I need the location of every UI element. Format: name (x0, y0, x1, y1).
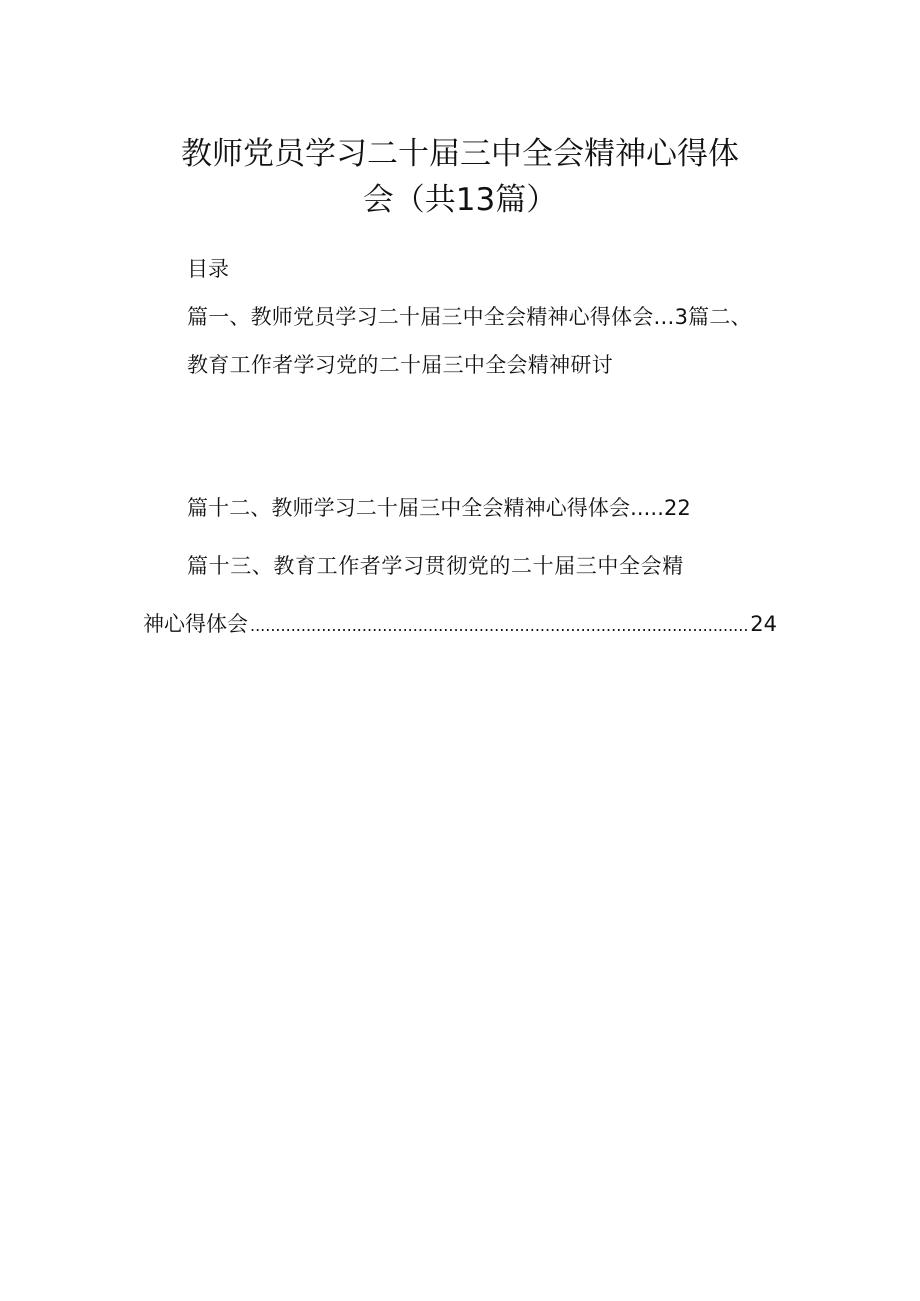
toc-entry: 篇一、教师党员学习二十届三中全会精神心得体会…3篇二、 (187, 305, 752, 329)
document-title-line-2: 会（共13篇） (362, 182, 558, 218)
document-title-line-1: 教师党员学习二十届三中全会精神心得体 (181, 136, 739, 172)
toc-entry-with-leader (143, 609, 777, 639)
toc-page-number: 24 (750, 612, 777, 636)
toc-heading: 目录 (187, 257, 229, 281)
toc-entry-text: 神心得体会 (143, 612, 248, 636)
toc-entry: 篇十二、教师学习二十届三中全会精神心得体会.....22 (187, 496, 691, 520)
dot-leader (250, 611, 748, 641)
toc-entry: 教育工作者学习党的二十届三中全会精神研讨 (187, 353, 613, 377)
toc-entry: 篇十三、教育工作者学习贯彻党的二十届三中全会精 (187, 554, 684, 578)
